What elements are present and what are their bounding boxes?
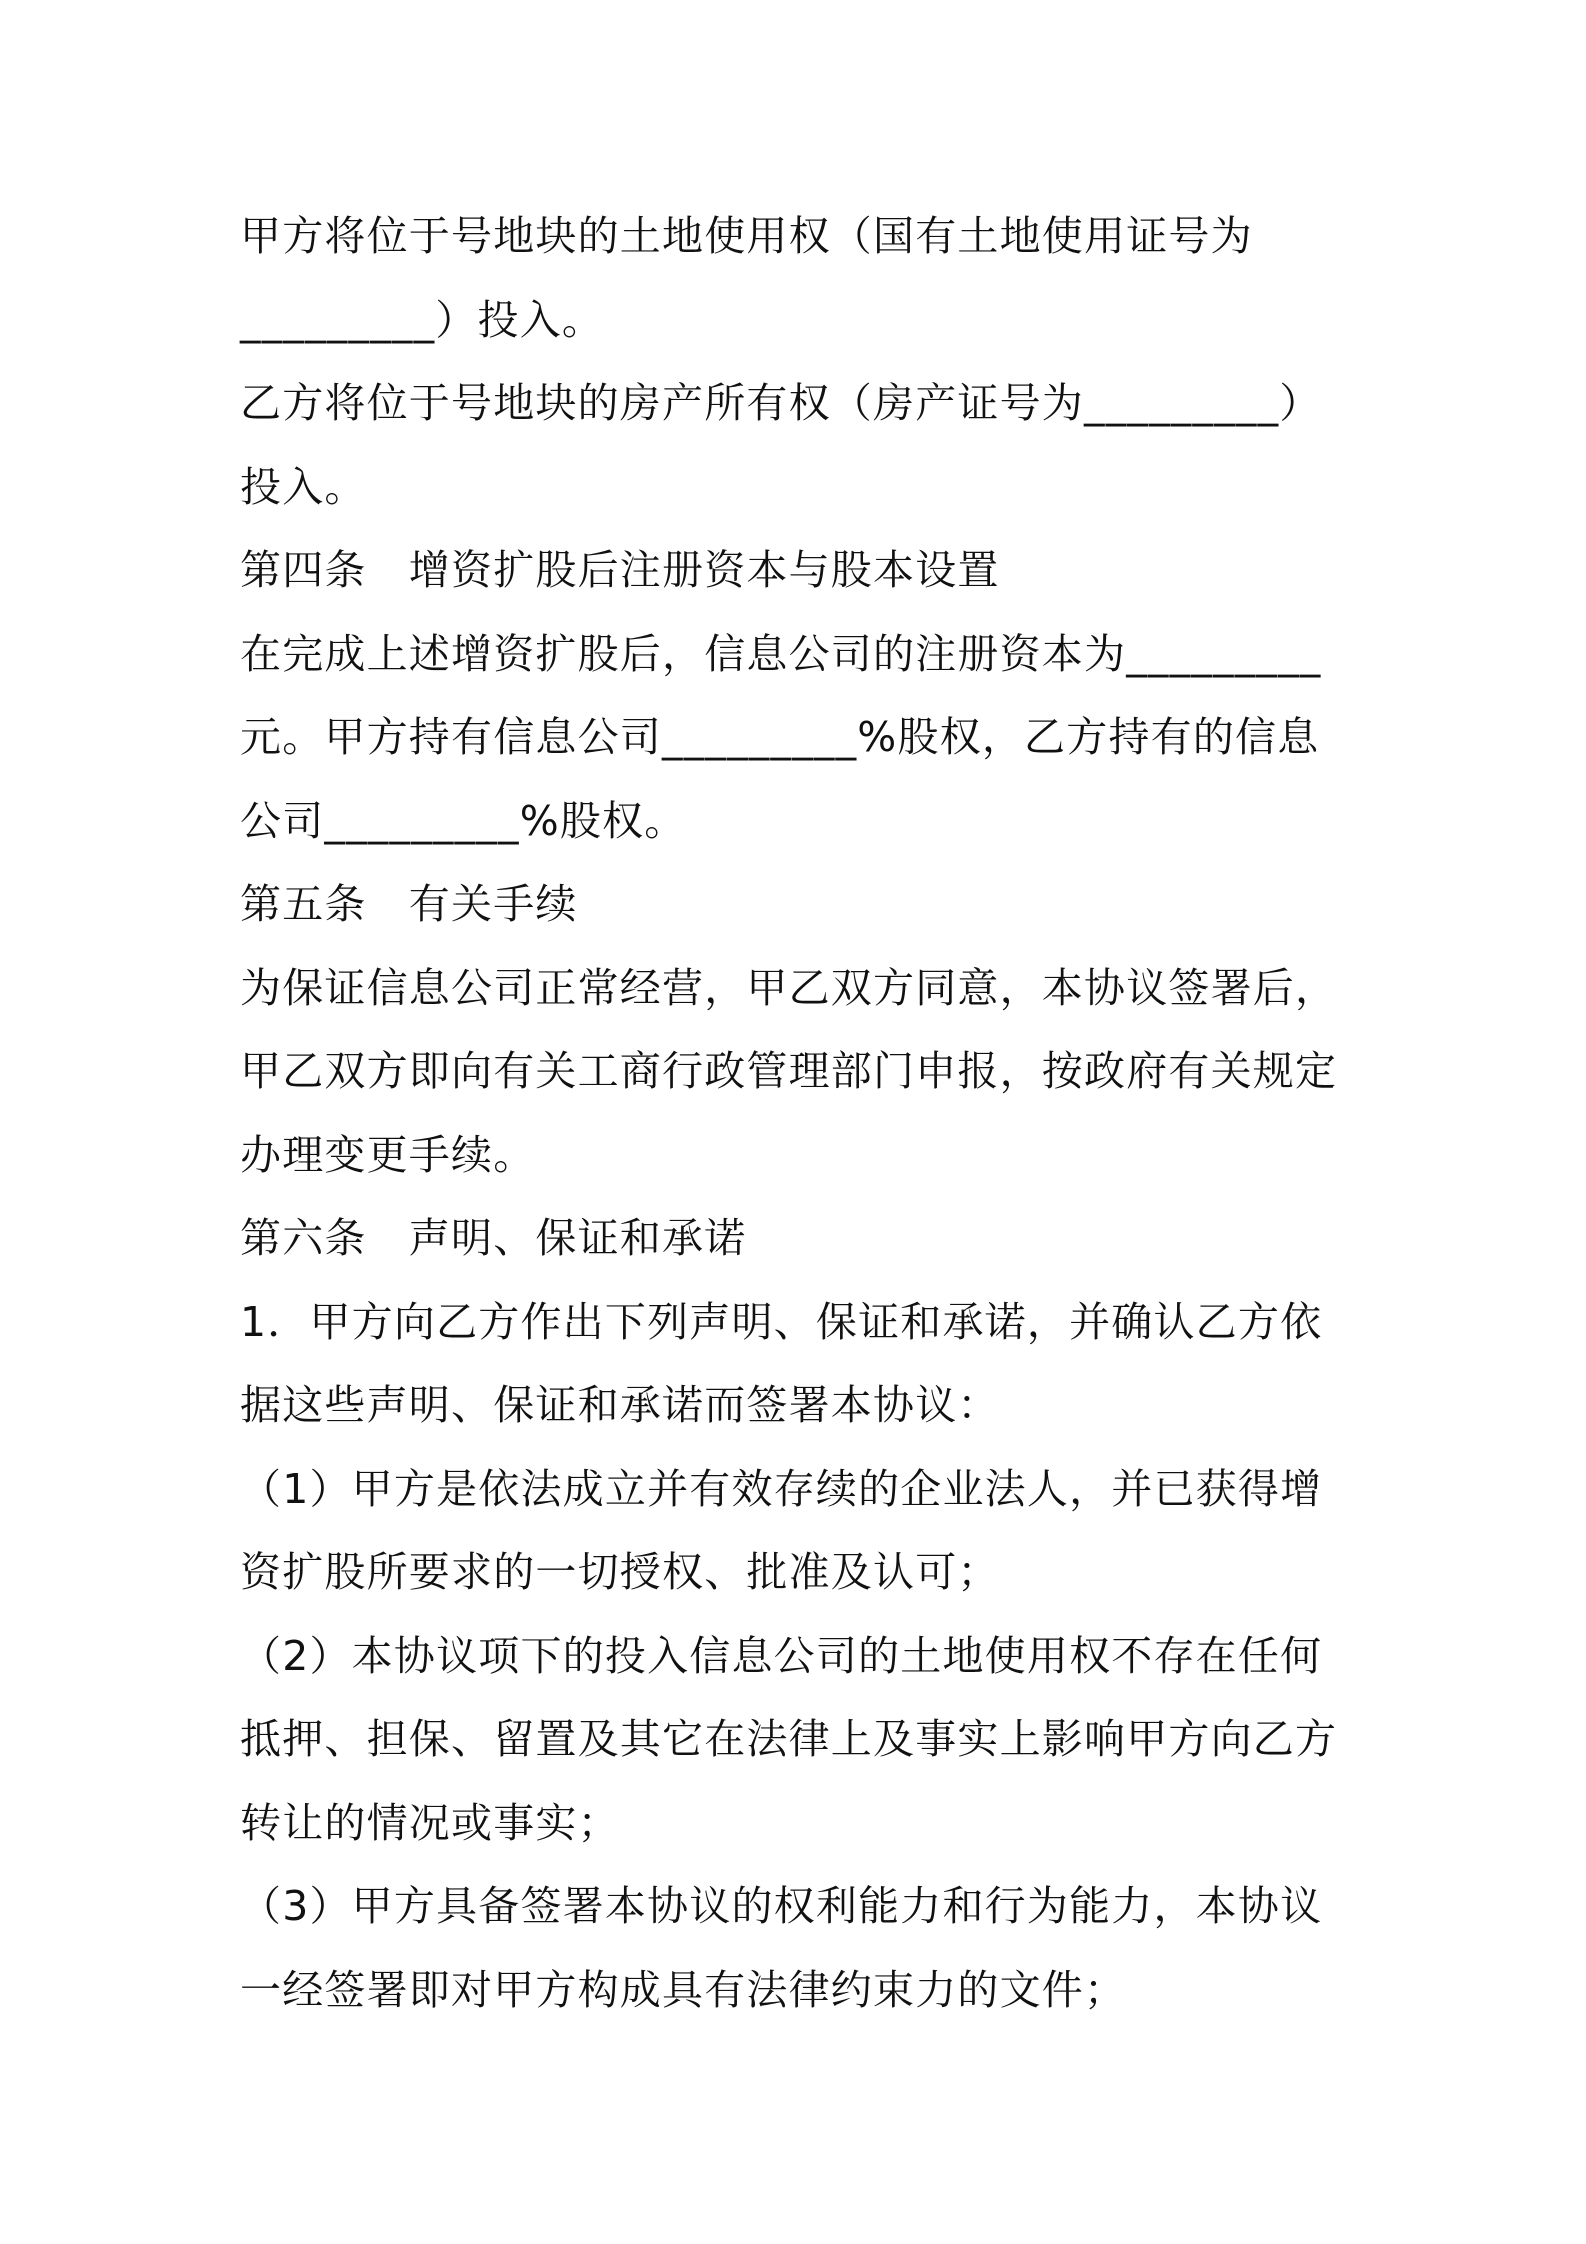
text-line: 公司_________%股权。 <box>240 796 687 845</box>
text-line: _________）投入。 <box>240 295 605 344</box>
document-body <box>240 195 1360 2032</box>
text-line: 办理变更手续。 <box>240 1130 536 1179</box>
text-line: 为保证信息公司正常经营，甲乙双方同意，本协议签署后， <box>240 963 1338 1012</box>
text-line: （1）甲方是依法成立并有效存续的企业法人，并已获得增 <box>240 1464 1323 1513</box>
section-heading: 第五条 有关手续 <box>240 880 578 928</box>
text-line: 1．甲方向乙方作出下列声明、保证和承诺，并确认乙方依 <box>240 1297 1323 1346</box>
section-heading: 第六条 声明、保证和承诺 <box>240 1214 747 1262</box>
text-line: 抵押、担保、留置及其它在法律上及事实上影响甲方向乙方 <box>240 1715 1338 1763</box>
text-line: 元。甲方持有信息公司_________%股权，乙方持有的信息 <box>240 713 1320 761</box>
text-line: 乙方将位于号地块的房产所有权（房产证号为_________） <box>240 379 1322 427</box>
text-line: 资扩股所要求的一切授权、批准及认可； <box>240 1548 1000 1596</box>
text-line: 投入。 <box>240 462 367 511</box>
text-line: 在完成上述增资扩股后，信息公司的注册资本为_________ <box>240 629 1322 678</box>
text-line: 据这些声明、保证和承诺而签署本协议： <box>240 1381 1000 1429</box>
text-line: （2）本协议项下的投入信息公司的土地使用权不存在任何 <box>240 1631 1323 1680</box>
text-line: 一经签署即对甲方构成具有法律约束力的文件； <box>240 1965 1127 2014</box>
section-heading: 第四条 增资扩股后注册资本与股本设置 <box>240 546 1000 594</box>
text-line: 甲乙双方即向有关工商行政管理部门申报，按政府有关规定 <box>240 1047 1338 1095</box>
text-line: 甲方将位于号地块的土地使用权（国有土地使用证号为 <box>240 212 1253 260</box>
text-line: （3）甲方具备签署本协议的权利能力和行为能力，本协议 <box>240 1882 1323 1930</box>
text-line: 转让的情况或事实； <box>240 1798 620 1847</box>
